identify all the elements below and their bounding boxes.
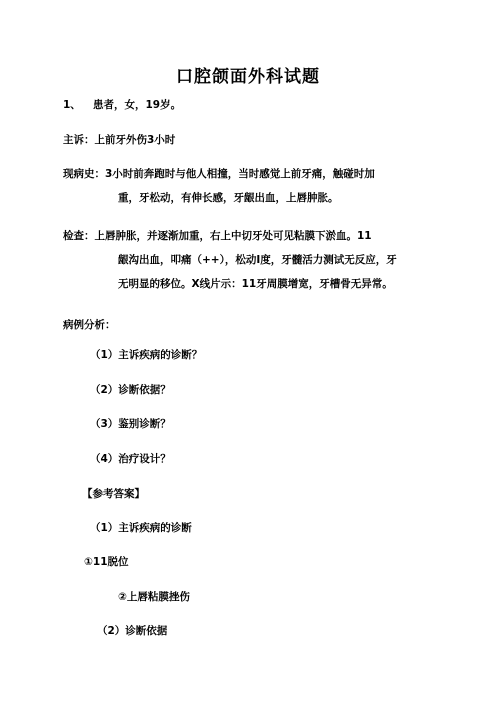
question-3: （3）鉴别诊断？: [90, 418, 171, 430]
answer-1-item-b: ②上唇粘膜挫伤: [118, 591, 190, 603]
exam-line-3: 无明显的移位。X线片示：11牙周膜增宽，牙槽骨无异常。: [118, 278, 393, 290]
document-title: 口腔颌面外科试题: [176, 67, 320, 87]
reference-answer-heading: 【参考答案】: [82, 488, 145, 500]
answer-1-item-a: ①11脱位: [84, 556, 129, 568]
answer-2-heading: （2）诊断依据: [97, 625, 168, 637]
history-line-2: 重，牙松动，有伸长感，牙龈出血，上唇肿胀。: [118, 192, 339, 204]
case-intro: [63, 98, 181, 112]
question-2: （2）诊断依据？: [90, 384, 171, 396]
case-number: 1、: [63, 99, 81, 111]
analysis-heading: 病例分析：: [63, 319, 116, 331]
question-4: （4）治疗设计？: [90, 453, 171, 465]
history-line-1: 现病史：3小时前奔跑时与他人相撞，当时感觉上前牙痛，触碰时加: [63, 168, 375, 180]
answer-1-heading: （1）主诉疾病的诊断: [90, 522, 192, 534]
patient-info: 患者，女，19岁。: [93, 99, 182, 111]
exam-line-2: 龈沟出血，叩痛（++），松动Ⅰ度，牙髓活力测试无反应，牙: [118, 254, 397, 266]
question-1: （1）主诉疾病的诊断？: [90, 349, 203, 361]
exam-line-1: 检查：上唇肿胀，并逐渐加重，右上中切牙处可见粘膜下淤血。11: [63, 230, 372, 242]
chief-complaint: 主诉：上前牙外伤3小时: [63, 134, 176, 146]
